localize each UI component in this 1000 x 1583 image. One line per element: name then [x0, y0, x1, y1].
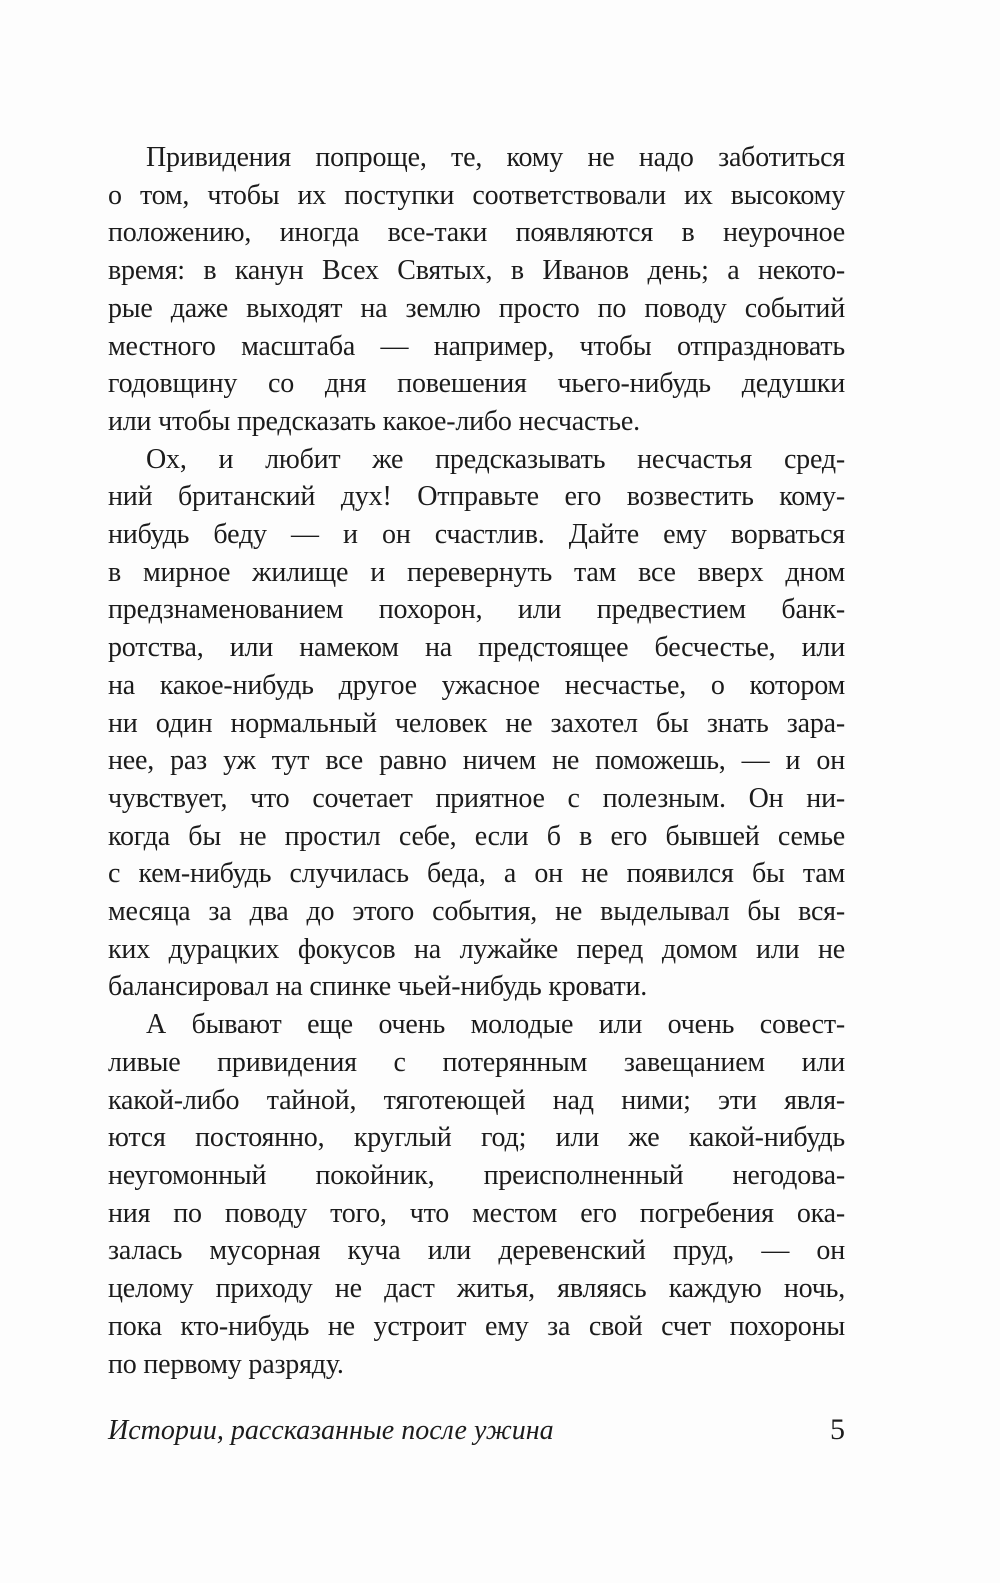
text-line: Ох, и любит же предсказывать несчастья сред-: [146, 443, 845, 475]
text-line: чувствует, что сочетает приятное с полезным. Он ни-: [108, 782, 845, 814]
text-line: время: в канун Всех Святых, в Иванов день; а некото-: [108, 255, 845, 287]
text-line: рые даже выходят на землю просто по поводу событий: [108, 292, 845, 324]
text-line: ются постоянно, круглый год; или же какой-нибудь: [108, 1122, 845, 1154]
text-line: нибудь беду — и он счастлив. Дайте ему ворваться: [108, 519, 845, 551]
text-line: положению, иногда все-таки появляются в неурочное: [108, 217, 845, 249]
text-line: балансировал на спинке чьей-нибудь кровати.: [108, 971, 648, 1003]
text-line: залась мусорная куча или деревенский пруд, — он: [108, 1235, 845, 1267]
text-line: ких дурацких фокусов на лужайке перед домом или не: [108, 933, 845, 965]
page-number: 5: [830, 1413, 845, 1446]
text-line: какой-либо тайной, тяготеющей над ними; эти явля-: [108, 1084, 845, 1116]
running-title: Истории, рассказанные после ужина: [108, 1415, 554, 1446]
text-line: А бывают еще очень молодые или очень совест-: [146, 1009, 845, 1041]
text-line: когда бы не простил себе, если б в его бывшей семье: [108, 820, 845, 852]
text-line: ни один нормальный человек не захотел бы знать зара-: [108, 707, 845, 739]
text-line: с кем-нибудь случилась беда, а он не появился бы там: [108, 858, 845, 890]
page-footer: [108, 1412, 845, 1449]
text-line: неугомонный покойник, преисполненный негодова-: [108, 1159, 845, 1191]
text-line: по первому разряду.: [108, 1348, 344, 1380]
text-line: ния по поводу того, что местом его погребения ока-: [108, 1197, 845, 1229]
text-line: ротства, или намеком на предстоящее бесчестье, или: [108, 632, 845, 664]
text-line: местного масштаба — например, чтобы отпраздновать: [108, 330, 845, 362]
text-line: пока кто-нибудь не устроит ему за свой счет похороны: [108, 1310, 845, 1342]
text-line: ливые привидения с потерянным завещанием или: [108, 1046, 845, 1078]
paragraph: [108, 139, 845, 441]
text-line: нее, раз уж тут все равно ничем не поможешь, — и он: [108, 745, 845, 777]
text-line: предзнаменованием похорон, или предвестием банк-: [108, 594, 845, 626]
text-line: месяца за два до этого события, не выделывал бы вся-: [108, 896, 845, 928]
text-line: о том, чтобы их поступки соответствовали их высокому: [108, 179, 845, 211]
text-line: Привидения попроще, те, кому не надо заботиться: [146, 142, 845, 173]
text-line: на какое-нибудь другое ужасное несчастье, о котором: [108, 669, 845, 701]
paragraph: [108, 441, 845, 1007]
body-text: [108, 139, 845, 1383]
text-line: в мирное жилище и перевернуть там все вверх дном: [108, 556, 845, 588]
paragraph: [108, 1006, 845, 1383]
text-line: ний британский дух! Отправьте его возвестить кому-: [108, 481, 845, 513]
text-line: или чтобы предсказать какое-либо несчастье.: [108, 405, 640, 437]
text-line: годовщину со дня повешения чьего-нибудь дедушки: [108, 368, 845, 400]
text-line: целому приходу не даст житья, являясь каждую ночь,: [108, 1273, 845, 1305]
